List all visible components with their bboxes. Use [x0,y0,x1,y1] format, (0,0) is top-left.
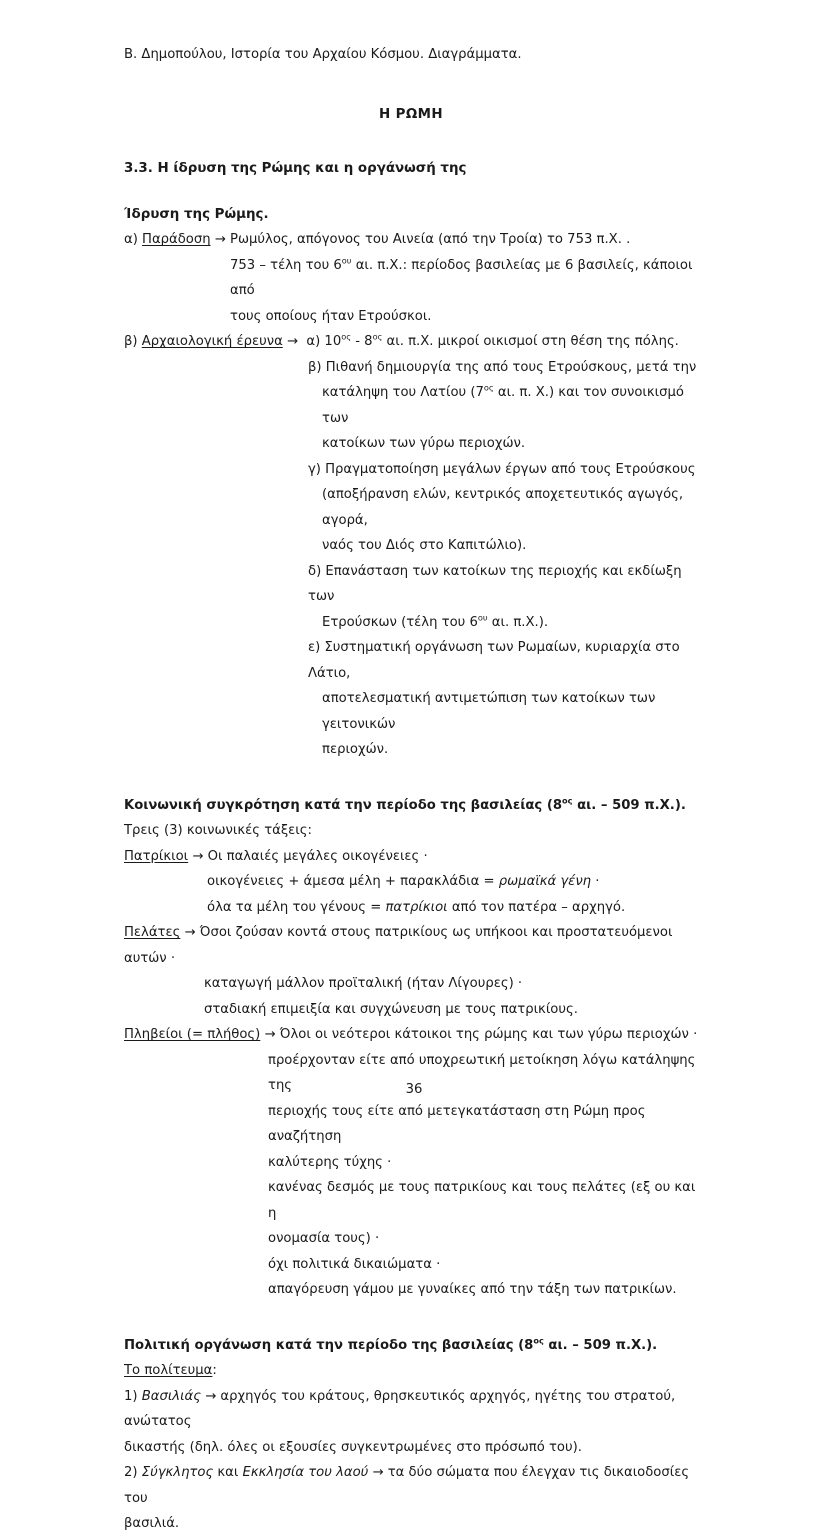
founding-subitem-beta: β) Πιθανή δημιουργία της από τους Ετρούσκους, μετά την [308,359,697,375]
political-emph-sygklitos: Σύγκλητος [141,1465,214,1481]
spacer [124,763,704,793]
founding-subitem-epsilon: ε) Συστηματική οργάνωση των Ρωμαίων, κυριαρχία στο Λάτιο, [308,640,684,681]
social-emph-patrikioi: πατρίκιοι [385,899,448,915]
founding-block [124,227,704,763]
ordinal-suffix: ος [483,383,494,394]
social-class-clients [124,920,704,971]
page-number: 36 [405,1082,423,1097]
political-item-1-text: → αρχηγός του κράτους, θρησκευτικός αρχηγός, ηγέτης του στρατού, ανώτατος [124,1388,680,1430]
social-clients-cont-2: σταδιακή επιμειξία και συγχώνευση με τους πατρικίους. [204,1001,578,1017]
page-content [124,48,704,1537]
founding-subitem-epsilon-cont-1: αποτελεσματική αντιμετώπιση των κατοίκων των γειτονικών [322,691,660,732]
political-item-2-text: → τα δύο σώματα που έλεγχαν τις δικαιοδοσίες του [124,1465,694,1506]
founding-subitem-beta-cont-1 [322,380,704,431]
ordinal-suffix: ος [533,1335,544,1346]
founding-term-paradosi: Παράδοση [142,232,211,248]
founding-delta-c1-pre: Ετρούσκων (τέλη του 6 [322,614,478,630]
founding-beta-c1-pre: κατάληψη του Λατίου (7 [322,385,484,401]
political-item-2-number: 2) [124,1465,142,1481]
founding-item-b-label: β) [124,334,142,350]
social-term-patrikioi: Πατρίκιοι [124,848,189,864]
social-clients-text: → Όσοι ζούσαν κοντά στους πατρικίους ως υπήκοοι και προστατευόμενοι αυτών · [124,925,677,966]
founding-item-a [124,227,704,253]
founding-subitem-delta-cont-1 [322,610,704,636]
social-plebs-line: προέρχονταν είτε από υποχρεωτική μετοίκηση λόγω κατάληψης της [268,1052,700,1094]
social-patricians-cont-1 [207,869,704,895]
ordinal-suffix: ος [341,332,352,343]
founding-a-cont1-pre: 753 – τέλη του 6 [230,257,342,273]
founding-beta-c1-post: αι. π. Χ.) και τον συνοικισμό των [322,385,689,426]
political-item-2 [124,1460,704,1511]
social-plebs-line: κανένας δεσμός με τους πατρικίους και τους πελάτες (εξ ου και η [268,1180,700,1221]
social-plebs-line: ονομασία τους) · [268,1231,380,1247]
social-patricians-c1-post: · [591,874,600,890]
subsection-heading-founding: Ίδρυση της Ρώμης. [124,207,269,223]
political-constitution-label [124,1358,704,1384]
social-patricians-c2-pre: όλα τα μέλη του γένους = [207,899,386,915]
social-class-plebs [124,1022,704,1048]
social-clients-cont-1: καταγωγή μάλλον προϊταλική (ήταν Λίγουρες) · [204,976,523,992]
page-title: Η ΡΩΜΗ [379,107,443,123]
social-intro: Τρεις (3) κοινωνικές τάξεις: [124,823,312,839]
founding-b-arrow: → α) 10 [282,334,342,350]
founding-subitem-epsilon-cont-2: περιοχών. [322,742,389,758]
political-item-2-cont: βασιλιά. [124,1516,180,1532]
founding-item-a-cont-2: τους οποίους ήταν Ετρούσκοι. [230,308,432,324]
running-head: Β. Δημοπούλου, Ιστορία του Αρχαίου Κόσμου. Διαγράμματα. [124,47,522,62]
social-plebs-line: περιοχής τους είτε από μετεγκατάσταση στη Ρώμη προς αναζήτηση [268,1103,650,1145]
social-class-patricians [124,844,704,870]
political-emph-ekklisia-tou-laou: Εκκλησία του λαού [242,1465,369,1481]
founding-item-a-cont-1 [230,253,704,304]
political-item-1-cont: δικαστής (δηλ. όλες οι εξουσίες συγκεντρωμένες στο πρόσωπό του). [124,1439,582,1455]
founding-subitem-delta: δ) Επανάσταση των κατοίκων της περιοχής και εκδίωξη των [308,563,686,605]
ordinal-suffix: ος [562,795,573,806]
section-heading: 3.3. Η ίδρυση της Ρώμης και η οργάνωσή της [124,160,467,176]
ordinal-suffix: ου [341,255,352,266]
social-plebs-line: καλύτερης τύχης · [268,1154,392,1170]
social-patricians-text: → Οι παλαιές μεγάλες οικογένειες · [188,848,428,864]
social-term-plivioi: Πληβείοι (= πλήθος) [124,1027,261,1043]
social-plebs-line: απαγόρευση γάμου με γυναίκες από την τάξη των πατρικίων. [268,1282,677,1298]
founding-delta-c1-post: αι. π.Χ.). [487,614,549,630]
social-emph-romaika-geni: ρωμαϊκά γένη [498,874,592,890]
social-heading-post: αι. – 509 π.Χ.). [572,797,686,813]
social-patricians-cont-2 [207,895,704,921]
political-emph-vasilias: Βασιλιάς [141,1388,201,1404]
political-colon: : [212,1363,217,1379]
founding-b-mid: - 8 [351,334,373,350]
social-plebs-line: όχι πολιτικά δικαιώματα · [268,1256,441,1272]
political-item-1-number: 1) [124,1388,142,1404]
political-term-politevma: Το πολίτευμα [124,1363,213,1379]
social-plebs-text: → Όλοι οι νεότεροι κάτοικοι της ρώμης και των γύρω περιοχών · [260,1027,698,1043]
political-heading [124,1333,704,1359]
founding-item-b [124,329,704,355]
ordinal-suffix: ος [372,332,383,343]
social-heading-pre: Κοινωνική συγκρότηση κατά την περίοδο της βασιλείας (8 [124,797,563,813]
founding-term-arxaiologiki-erevna: Αρχαιολογική έρευνα [141,334,283,350]
political-heading-pre: Πολιτική οργάνωση κατά την περίοδο της βασιλείας (8 [124,1337,534,1353]
political-heading-post: αι. – 509 π.Χ.). [543,1337,658,1353]
social-patricians-c2-post: από τον πατέρα – αρχηγό. [447,899,626,915]
ordinal-suffix: ου [477,612,488,623]
social-patricians-c1-pre: οικογένειες + άμεσα μέλη + παρακλάδια = [207,874,499,890]
founding-item-a-label: α) [124,232,143,248]
founding-item-a-text: → Ρωμύλος, απόγονος του Αινεία (από την Τροία) το 753 π.Χ. . [210,232,631,248]
founding-subitem-beta-cont-2: κατοίκων των γύρω περιοχών. [322,436,526,452]
founding-a-cont1-post: αι. π.Χ.: περίοδος βασιλείας με 6 βασιλείς, κάποιοι από [230,257,697,299]
founding-subitem-gamma-cont-1: (αποξήρανση ελών, κεντρικός αποχετευτικός αγωγός, αγορά, [322,487,688,528]
social-heading [124,793,704,819]
founding-subitem-gamma-cont-2: ναός του Διός στο Καπιτώλιο). [322,538,527,554]
spacer [124,1303,704,1333]
social-term-pelates: Πελάτες [124,925,181,941]
political-item-1 [124,1384,704,1435]
founding-b-rest: αι. π.Χ. μικροί οικισμοί στη θέση της πόλης. [382,334,679,350]
founding-subitem-gamma: γ) Πραγματοποίηση μεγάλων έργων από τους Ετρούσκους [308,461,696,477]
political-item-2-mid: και [213,1465,243,1481]
